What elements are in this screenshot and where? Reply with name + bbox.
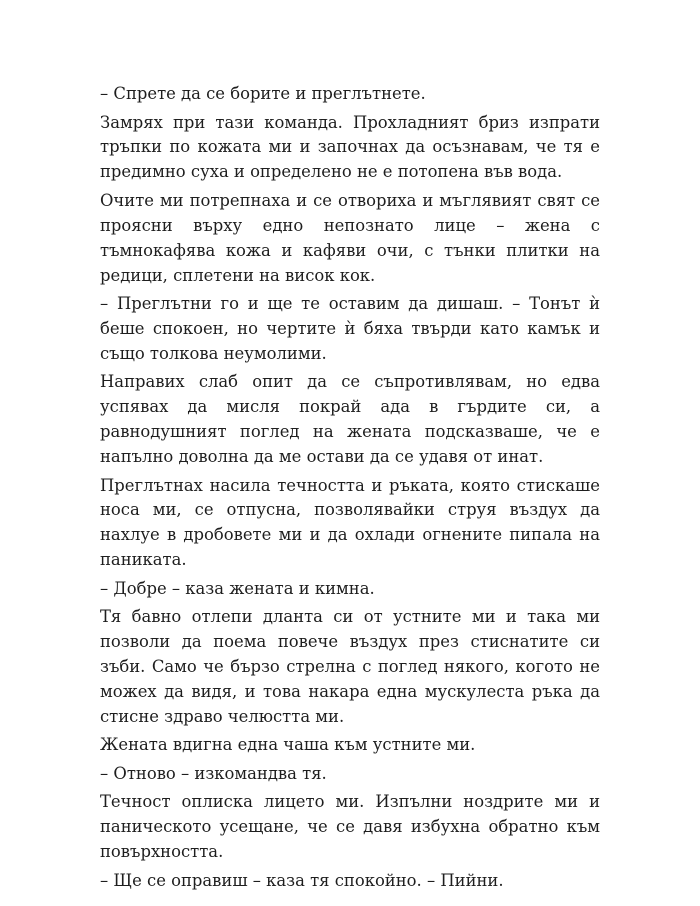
paragraph-7: – Добре – каза жената и кимна. <box>100 578 375 598</box>
paragraph-5: Направих слаб опит да се съпротивлявам, но едва успявах да мисля покрай ада в гърдите си, а равнодушният поглед на жената подсказваше, че е напълно доволна да ме остави да се удавя от инат. <box>100 372 600 467</box>
paragraph-11: Течност оплиска лицето ми. Изпълни ноздрите ми и паническото усещане, че се давя избухна обратно към повърхността. <box>100 792 600 862</box>
paragraph-8: Тя бавно отлепи дланта си от устните ми и така ми позволи да поема повече въздух през стиснатите си зъби. Само че бързо стрелна с поглед някого, когото не можех да видя, и това накара една мускулеста ръка да стисне здраво челюстта ми. <box>100 607 600 726</box>
body-text <box>100 82 600 894</box>
paragraph-6: Преглътнах насила течността и ръката, която стискаше носа ми, се отпусна, позволявайки струя въздух да нахлуе в дробовете ми и да охлади огнените пипала на паниката. <box>100 475 600 570</box>
paragraph-12: – Ще се оправиш – каза тя спокойно. – Пийни. <box>100 870 504 890</box>
paragraph-2: Замрях при тази команда. Прохладният бриз изпрати тръпки по кожата ми и започнах да осъзнавам, че тя е предимно суха и определено не е потопена във вода. <box>100 112 600 182</box>
paragraph-9: Жената вдигна една чаша към устните ми. <box>100 735 476 755</box>
paragraph-4: – Преглътни го и ще те оставим да дишаш. – Тонът ѝ беше спокоен, но чертите ѝ бяха твърди като камък и също толкова неумолими. <box>100 294 600 363</box>
paragraph-10: – Отново – изкомандва тя. <box>100 763 327 783</box>
paragraph-1: – Спрете да се борите и преглътнете. <box>100 84 426 103</box>
paragraph-3: Очите ми потрепнаха и се отвориха и мъглявият свят се проясни върху едно непознато лице – жена с тъмнокафява кожа и кафяви очи, с тънки плитки на редици, сплетени на висок кок. <box>100 190 600 285</box>
